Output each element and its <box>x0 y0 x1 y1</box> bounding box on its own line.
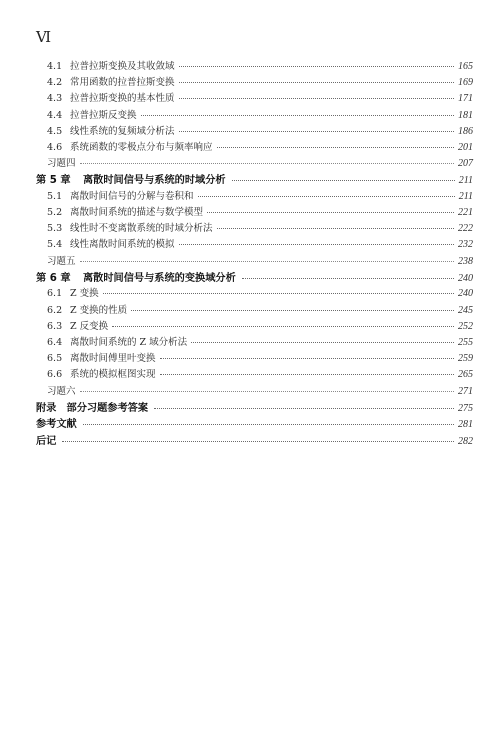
toc-page-number: 238 <box>458 255 473 267</box>
dot-leader <box>207 212 454 213</box>
toc-entry-title: 习题四 <box>47 158 76 170</box>
dot-leader <box>103 293 454 294</box>
toc-section-row[interactable] <box>36 350 473 366</box>
toc-section-row[interactable] <box>36 58 473 74</box>
table-of-contents <box>36 58 473 449</box>
toc-page-number: 255 <box>458 337 473 348</box>
toc-page-number: 211 <box>458 190 473 202</box>
toc-chapter-row[interactable] <box>36 432 473 449</box>
toc-chapter-row[interactable] <box>36 415 473 432</box>
dot-leader <box>112 326 454 327</box>
toc-entry-title: 离散时间信号与系统的时域分析 <box>83 175 226 187</box>
dot-leader <box>242 278 454 279</box>
toc-entry-title: 常用函数的拉普拉斯变换 <box>70 77 175 89</box>
toc-section-row[interactable] <box>36 107 473 123</box>
toc-section-row[interactable] <box>36 123 473 139</box>
toc-section-row[interactable] <box>36 302 473 318</box>
toc-entry-number: 6.1 <box>47 288 63 300</box>
dot-leader <box>131 310 454 311</box>
toc-entry-title: 线性离散时间系统的模拟 <box>70 239 175 251</box>
dot-leader <box>62 441 454 442</box>
dot-leader <box>179 66 454 67</box>
toc-entry-number: 6.2 <box>47 304 63 316</box>
dot-leader <box>179 98 454 99</box>
toc-entry-number: 4.5 <box>47 125 63 137</box>
toc-page-number: 240 <box>458 272 473 284</box>
toc-entry-number: 5.4 <box>47 239 63 251</box>
toc-page-number: 171 <box>458 93 473 105</box>
toc-entry-title: 参考文献 <box>36 419 77 431</box>
toc-exercise-row[interactable] <box>36 253 473 269</box>
toc-page-number: 271 <box>458 385 473 397</box>
toc-entry-title: Z 变换 <box>70 288 99 300</box>
toc-section-row[interactable] <box>36 74 473 90</box>
dot-leader <box>179 131 454 132</box>
toc-entry-title: 离散时间系统的 Z 域分析法 <box>70 337 188 348</box>
dot-leader <box>141 115 454 116</box>
toc-page-number: 211 <box>458 175 473 187</box>
toc-entry-title: 离散时间信号与系统的变换域分析 <box>83 272 236 284</box>
toc-section-row[interactable] <box>36 90 473 106</box>
dot-leader <box>83 424 454 425</box>
toc-entry-title: Z 反变换 <box>70 320 109 332</box>
toc-page-number: 186 <box>458 125 473 137</box>
toc-page-number: 169 <box>458 77 473 89</box>
dot-leader <box>80 163 454 164</box>
toc-entry-title: 拉普拉斯变换及其收敛域 <box>70 61 175 72</box>
toc-entry-title: 习题五 <box>47 255 76 267</box>
toc-page-number: 240 <box>458 288 473 300</box>
toc-entry-number: 6.4 <box>47 337 63 348</box>
toc-page-number: 265 <box>458 369 473 381</box>
dot-leader <box>160 374 454 375</box>
page-number: Ⅵ <box>36 30 53 46</box>
toc-page-number: 281 <box>458 419 473 431</box>
toc-entry-number: 6.6 <box>47 369 63 381</box>
toc-chapter-row[interactable] <box>36 269 473 286</box>
toc-page-number: 282 <box>458 435 473 447</box>
toc-exercise-row[interactable] <box>36 155 473 171</box>
toc-entry-number: 第 5 章 <box>36 175 71 187</box>
toc-entry-title: 离散时间傅里叶变换 <box>70 353 156 365</box>
toc-entry-title: 线性系统的复频域分析法 <box>70 125 175 137</box>
toc-section-row[interactable] <box>36 188 473 204</box>
toc-section-row[interactable] <box>36 318 473 334</box>
toc-page-number: 207 <box>458 158 473 170</box>
toc-entry-number: 4.3 <box>47 93 63 105</box>
toc-page-number: 201 <box>458 141 473 153</box>
toc-page-number: 232 <box>458 239 473 251</box>
toc-entry-title: 离散时间信号的分解与卷积和 <box>70 190 194 202</box>
toc-page-number: 259 <box>458 353 473 365</box>
toc-entry-number: 5.3 <box>47 223 63 235</box>
toc-entry-number: 6.5 <box>47 353 63 365</box>
toc-entry-title: 附录 部分习题参考答案 <box>36 402 149 414</box>
dot-leader <box>154 408 454 409</box>
toc-section-row[interactable] <box>36 220 473 236</box>
toc-entry-number: 第 6 章 <box>36 272 71 284</box>
toc-section-row[interactable] <box>36 139 473 155</box>
dot-leader <box>160 358 454 359</box>
toc-entry-title: 拉普拉斯变换的基本性质 <box>70 93 175 105</box>
dot-leader <box>179 244 454 245</box>
toc-page-number: 165 <box>458 61 473 72</box>
toc-chapter-row[interactable] <box>36 171 473 188</box>
toc-entry-number: 5.2 <box>47 207 63 219</box>
toc-entry-title: 习题六 <box>47 385 76 397</box>
toc-entry-title: 拉普拉斯反变换 <box>70 109 137 121</box>
toc-section-row[interactable] <box>36 285 473 301</box>
toc-page-number: 252 <box>458 320 473 332</box>
toc-entry-number: 5.1 <box>47 190 63 202</box>
toc-entry-number: 6.3 <box>47 320 63 332</box>
toc-entry-title: 系统函数的零极点分布与频率响应 <box>70 141 213 153</box>
toc-section-row[interactable] <box>36 334 473 350</box>
toc-page-number: 222 <box>458 223 473 235</box>
toc-entry-number: 4.6 <box>47 141 63 153</box>
dot-leader <box>80 391 454 392</box>
toc-entry-title: Z 变换的性质 <box>70 304 128 316</box>
dot-leader <box>80 261 454 262</box>
toc-entry-title: 后记 <box>36 435 57 447</box>
toc-entry-title: 系统的模拟框图实现 <box>70 369 156 381</box>
toc-entry-title: 线性时不变离散系统的时域分析法 <box>70 223 213 235</box>
toc-section-row[interactable] <box>36 236 473 252</box>
toc-exercise-row[interactable] <box>36 383 473 399</box>
toc-page-number: 275 <box>458 402 473 414</box>
toc-page-number: 181 <box>458 109 473 121</box>
dot-leader <box>217 228 454 229</box>
toc-entry-title: 离散时间系统的描述与数学模型 <box>70 207 204 219</box>
dot-leader <box>198 196 455 197</box>
toc-entry-number: 4.1 <box>47 61 63 72</box>
dot-leader <box>179 82 454 83</box>
dot-leader <box>191 342 454 343</box>
dot-leader <box>217 147 454 148</box>
toc-chapter-row[interactable] <box>36 399 473 416</box>
toc-entry-number: 4.2 <box>47 77 63 89</box>
toc-section-row[interactable] <box>36 204 473 220</box>
toc-page-number: 221 <box>458 207 473 219</box>
toc-entry-number: 4.4 <box>47 109 63 121</box>
toc-section-row[interactable] <box>36 366 473 382</box>
dot-leader <box>232 180 455 181</box>
toc-page-number: 245 <box>458 304 473 316</box>
